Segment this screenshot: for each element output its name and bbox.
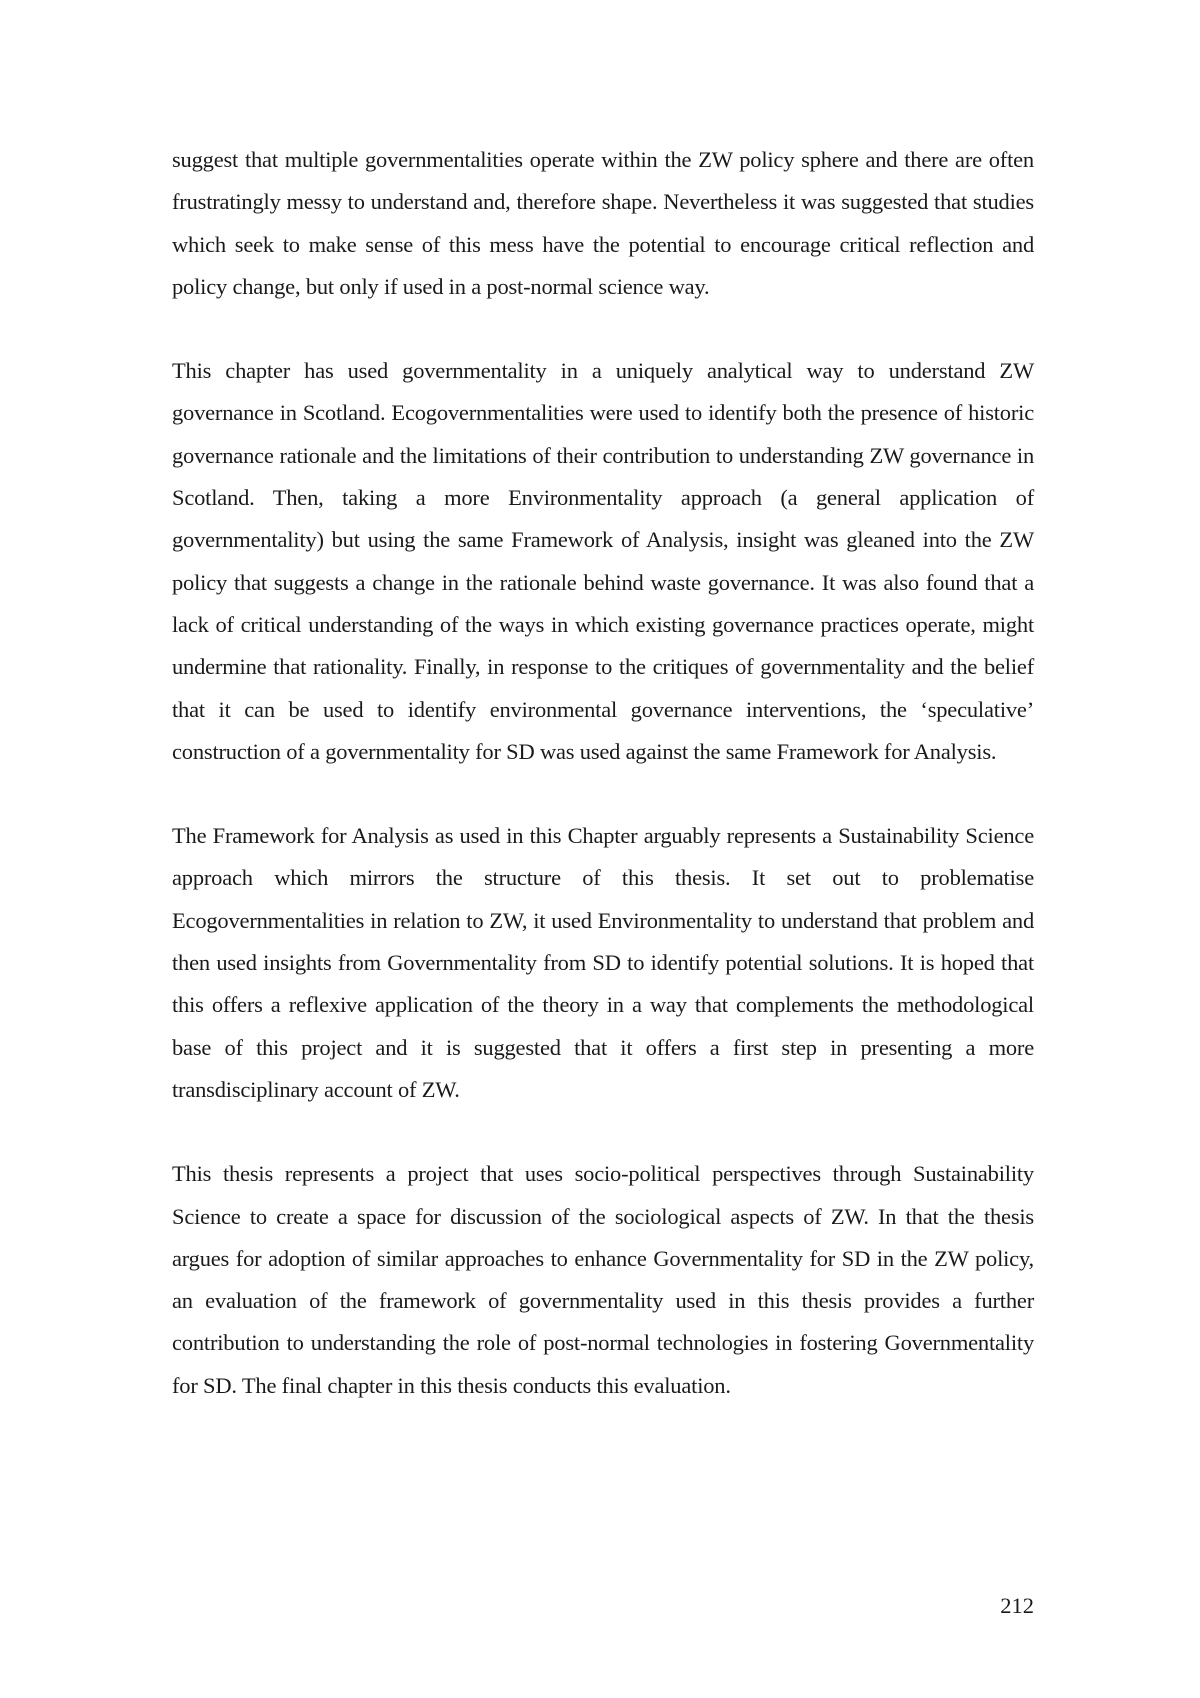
paragraph-3: The Framework for Analysis as used in this Chapter arguably represents a Sustainability Science approach which mirrors the structure of this thesis. It set out to problematise Ecogovernmentalities in relation to ZW, it used Environmentality to understand that problem and then used insights from Governmentality from SD to identify potential solutions. It is hoped that this offers a reflexive application of the theory in a way that complements the methodological base of this project and it is suggested that it offers a first step in presenting a more transdisciplinary account of ZW. [172, 823, 1034, 1102]
paragraph-4: This thesis represents a project that uses socio-political perspectives through Sustainability Science to create a space for discussion of the sociological aspects of ZW. In that the thesis argues for adoption of similar approaches to enhance Governmentality for SD in the ZW policy, an evaluation of the framework of governmentality used in this thesis provides a further contribution to understanding the role of post-normal technologies in fostering Governmentality for SD. The final chapter in this thesis conducts this evaluation. [172, 1161, 1034, 1398]
page-number: 212 [1000, 1593, 1034, 1618]
body-text [172, 139, 1034, 1449]
paragraph-1: suggest that multiple governmentalities operate within the ZW policy sphere and there are often frustratingly messy to understand and, therefore shape. Nevertheless it was suggested that studies which seek to make sense of this mess have the potential to encourage critical reflection and policy change, but only if used in a post-normal science way. [172, 147, 1034, 299]
paragraph-2: This chapter has used governmentality in a uniquely analytical way to understand ZW governance in Scotland. Ecogovernmentalities were used to identify both the presence of historic governance rationale and the limitations of their contribution to understanding ZW governance in Scotland. Then, taking a more Environmentality approach (a general application of governmentality) but using the same Framework of Analysis, insight was gleaned into the ZW policy that suggests a change in the rationale behind waste governance. It was also found that a lack of critical understanding of the ways in which existing governance practices operate, might undermine that rationality. Finally, in response to the critiques of governmentality and the belief that it can be used to identify environmental governance interventions, the ‘speculative’ construction of a governmentality for SD was used against the same Framework for Analysis. [172, 358, 1034, 764]
